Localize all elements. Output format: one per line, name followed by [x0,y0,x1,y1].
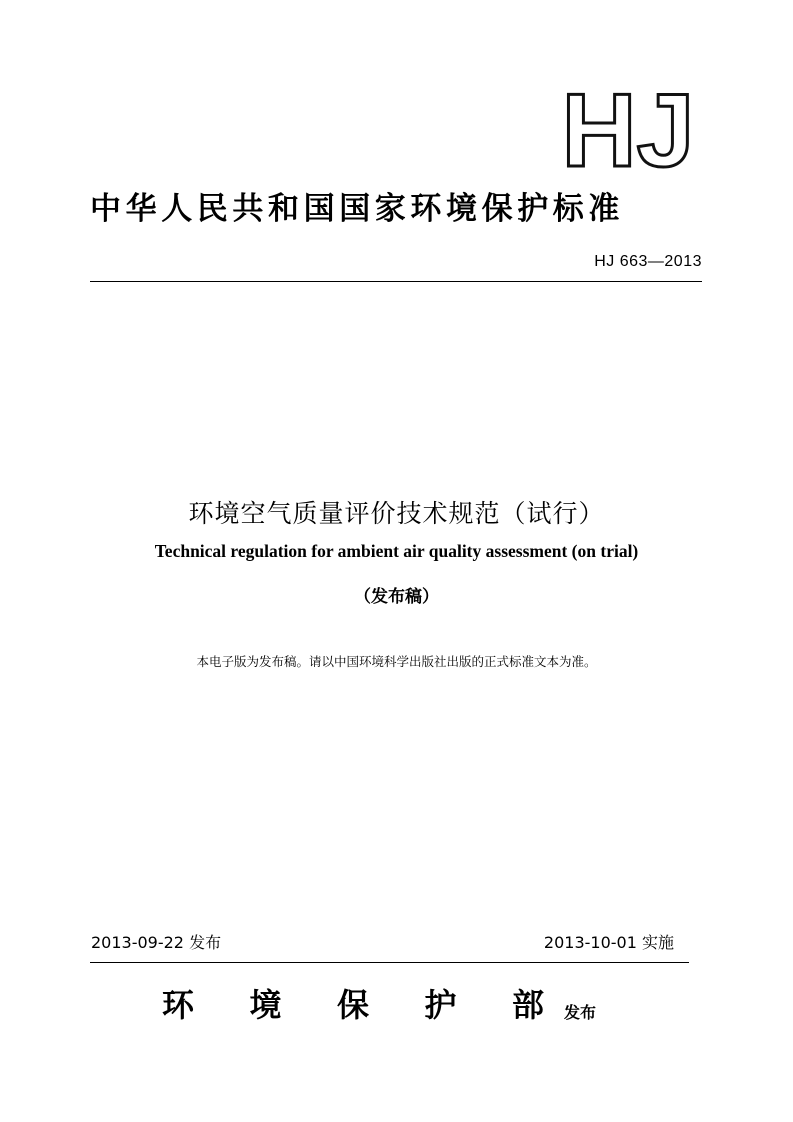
header-divider [90,281,702,282]
issuer-char: 环 [162,986,195,1024]
issuer-char: 部 [512,986,545,1024]
issuer-char: 境 [249,986,282,1024]
hj-logo-graphic [558,86,698,174]
standard-number: HJ 663—2013 [594,253,702,270]
release-date: 2013-09-22 发布 [91,933,222,952]
hj-logo [558,86,698,174]
footer-divider [90,962,689,963]
edition-notice: 本电子版为发布稿。请以中国环境科学出版社出版的正式标准文本为准。 [196,654,597,669]
issuer-char: 护 [424,986,457,1024]
issuer-char: 保 [337,986,370,1024]
issuer-suffix: 发布 [564,1003,597,1022]
effective-date: 2013-10-01 实施 [543,933,674,952]
issuer-name [162,982,564,1028]
document-title-chinese: 环境空气质量评价技术规范（试行） [188,499,605,528]
draft-label: （发布稿） [354,587,439,607]
hj-logo-text: HJ [561,86,695,174]
document-title-english: Technical regulation for ambient air quality assessment (on trial) [154,541,639,561]
agency-title: 中华人民共和国国家环境保护标准 [90,191,624,227]
issuer [162,980,642,1028]
